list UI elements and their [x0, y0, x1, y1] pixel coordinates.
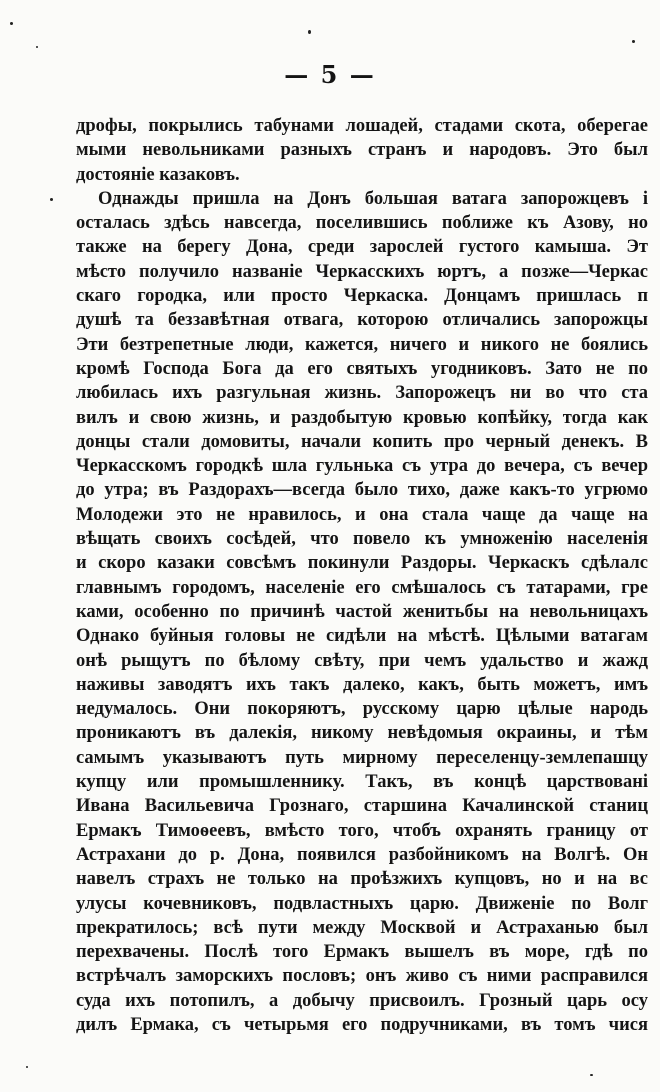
text-line: главнымъ городомъ, населеніе его смѣшалось съ татарами, гре: [76, 577, 648, 598]
text-line: суда ихъ потопилъ, а добычу присвоилъ. Грозный царь осу: [76, 990, 648, 1011]
text-line: вѣщать своихъ сосѣдей, что повело къ умноженію населенія: [76, 529, 648, 550]
text-line: Астрахани до р. Дона, появился разбойникомъ на Волгѣ. Он: [76, 844, 648, 865]
scan-speck: [308, 30, 311, 34]
text-line: Эти безтрепетные люди, кажется, ничего и никого не боялись: [76, 334, 648, 355]
text-line: прекратилось; всѣ пути между Москвой и Астраханью был: [76, 917, 648, 938]
scan-speck: [36, 46, 38, 48]
text-line: онѣ рыщутъ по бѣлому свѣту, при чемъ удальство и жажд: [76, 650, 648, 671]
text-line: достояніе казаковъ.: [76, 164, 240, 185]
text-line: Однажды пришла на Донъ большая ватага запорожцевъ і: [98, 188, 648, 209]
text-line: недумалось. Они покоряютъ, русскому царю цѣлые народь: [76, 699, 648, 720]
text-line: Молодежи это не нравилось, и она стала чаще да чаще на: [76, 504, 648, 525]
page-number: — 5 —: [284, 60, 376, 89]
text-line: Ермакъ Тимоѳеевъ, вмѣсто того, чтобъ охранять границу от: [76, 820, 648, 841]
text-line: купцу или промышленнику. Такъ, въ концѣ царствовані: [76, 772, 648, 793]
scan-speck: [590, 1074, 593, 1076]
text-line: дилъ Ермака, съ четырьмя его подручниками, въ томъ чися: [76, 1014, 648, 1035]
text-line: осталась здѣсь навсегда, поселившись поближе къ Азову, но: [76, 213, 648, 234]
text-line: ками, особенно по причинѣ частой женитьбы на невольницахъ: [76, 601, 648, 622]
text-line: любилась ихъ разгульная жизнь. Запорожецъ ни во что ста: [76, 383, 648, 404]
scan-speck: [632, 40, 635, 43]
text-line: проникаютъ въ далекія, никому невѣдомыя окраины, и тѣм: [76, 723, 648, 744]
text-line: наживы заводятъ ихъ такъ далеко, какъ, быть можетъ, имъ: [76, 674, 648, 695]
scan-speck: [10, 22, 13, 25]
text-line: навелъ страхъ не только на проѣзжихъ купцовъ, но и на вс: [76, 869, 648, 890]
text-line: перехвачены. Послѣ того Ермакъ вышелъ въ море, гдѣ по: [76, 942, 648, 963]
text-line: Ивана Васильевича Грознаго, старшина Качалинской станиц: [76, 796, 648, 817]
text-line: вилъ и свою жизнь, и раздобытую кровью копѣйку, тогда как: [76, 407, 648, 428]
text-line: скаго городка, или просто Черкаска. Донцамъ пришлась п: [76, 286, 648, 307]
text-line: кромѣ Господа Бога да его святыхъ угодниковъ. Зато не по: [76, 358, 648, 379]
text-line: самымъ указываютъ путь мирному переселенцу-землепашцу: [76, 747, 648, 768]
text-line: встрѣчалъ заморскихъ пословъ; онъ живо съ ними расправился: [76, 966, 648, 987]
text-line: Однако буйныя головы не сидѣли на мѣстѣ. Цѣлыми ватагам: [76, 626, 648, 647]
text-line: также на берегу Дона, среди зарослей густого камыша. Эт: [76, 237, 648, 258]
text-line: Черкасскомъ городкѣ шла гульнька съ утра до вечера, съ вечер: [76, 456, 648, 477]
text-line: мѣсто получило названіе Черкасскихъ юртъ, а позже—Черкас: [76, 261, 648, 282]
scan-speck: [50, 198, 53, 201]
text-line: мыми невольниками разныхъ странъ и народовъ. Это был: [76, 140, 648, 161]
text-line: донцы стали домовиты, начали копить про черный денекъ. В: [76, 431, 648, 452]
text-line: улусы кочевниковъ, подвластныхъ царю. Движеніе по Волг: [76, 893, 648, 914]
body-text: [76, 114, 648, 1037]
text-line: душѣ та беззавѣтная отвага, которою отличались запорожцы: [76, 310, 648, 331]
text-line: и скоро казаки совсѣмъ покинули Раздоры. Черкаскъ сдѣлалс: [76, 553, 648, 574]
text-line: дрофы, покрылись табунами лошадей, стадами скота, оберегае: [76, 116, 648, 136]
text-line: до утра; въ Раздорахъ—всегда было тихо, даже какъ-то угрюмо: [76, 480, 648, 501]
scan-speck: [26, 1066, 28, 1068]
